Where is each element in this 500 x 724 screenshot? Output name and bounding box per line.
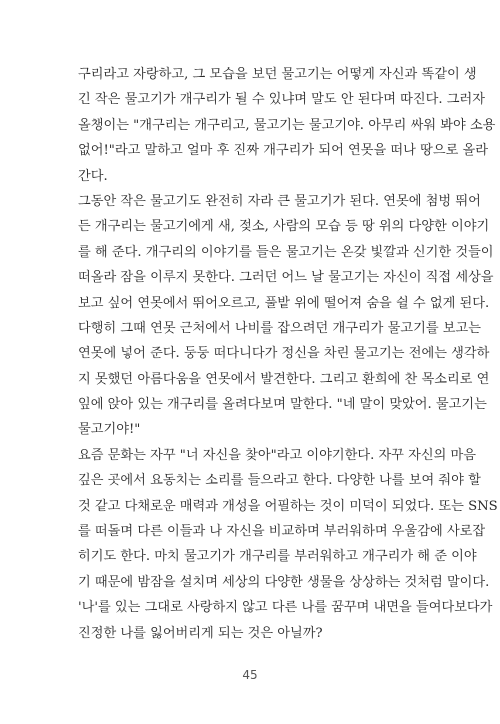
text-line: 올챙이는 "개구리는 개구리고, 물고기는 물고기야. 아무리 싸워 봐야 소용 [78, 117, 496, 133]
text-line: 다행히 그때 연못 근처에서 나비를 잡으려던 개구리가 물고기를 보고는 [78, 320, 481, 336]
text-line: 깊은 곳에서 요동치는 소리를 들으라고 한다. 다양한 나를 보여 줘야 할 [78, 473, 481, 489]
text-line: 잎에 앉아 있는 개구리를 올려다보며 말한다. "네 말이 맞았어. 물고기는 [78, 397, 487, 413]
text-line: 든 개구리는 물고기에게 새, 젖소, 사람의 모습 등 땅 위의 다양한 이야기 [78, 219, 490, 235]
text-line: 연못에 넣어 준다. 둥둥 떠다니다가 정신을 차린 물고기는 전에는 생각하 [78, 346, 490, 362]
text-line: 기 때문에 밤잠을 설치며 세상의 다양한 생물을 상상하는 것처럼 말이다. [78, 574, 490, 590]
text-line: 물고기야!" [78, 422, 141, 438]
text-line: 것 같고 다채로운 매력과 개성을 어필하는 것이 미덕이 되었다. 또는 SNS [78, 498, 498, 514]
text-line: 요즘 문화는 자꾸 "너 자신을 찾아"라고 이야기한다. 자꾸 자신의 마음 [78, 447, 477, 463]
text-line: 떠올라 잠을 이루지 못한다. 그러던 어느 날 물고기는 자신이 직접 세상을 [78, 270, 494, 286]
text-line: 없어!"라고 말하고 얼마 후 진짜 개구리가 되어 연못을 떠나 땅으로 올라 [78, 143, 488, 159]
text-line: 보고 싶어 연못에서 뛰어오르고, 풀밭 위에 떨어져 숨을 쉴 수 없게 된다. [78, 295, 490, 311]
text-line: 를 떠돌며 다른 이들과 나 자신을 비교하며 부러워하며 우울감에 사로잡 [78, 524, 486, 540]
text-line: 히기도 한다. 마치 물고기가 개구리를 부러워하고 개구리가 해 준 이야 [78, 549, 477, 565]
text-line: '나'를 있는 그대로 사랑하지 않고 다른 나를 꿈꾸며 내면을 들여다보다가 [78, 600, 493, 616]
page-number: 45 [242, 668, 258, 682]
text-line: 진정한 나를 잃어버리게 되는 것은 아닐까? [78, 625, 323, 641]
text-line: 구리라고 자랑하고, 그 모습을 보던 물고기는 어떻게 자신과 똑같이 생 [78, 67, 477, 82]
text-line: 를 해 준다. 개구리의 이야기를 들은 물고기는 온갖 빛깔과 신기한 것들이 [78, 244, 494, 260]
body-text [78, 62, 498, 646]
text-line: 간다. [78, 168, 108, 184]
text-line: 그동안 작은 물고기도 완전히 자라 큰 물고기가 된다. 연못에 첨벙 뛰어 [78, 193, 481, 209]
text-line: 긴 작은 물고기가 개구리가 될 수 있냐며 말도 안 된다며 따진다. 그러자 [78, 92, 485, 108]
text-line: 지 못했던 아름다움을 연못에서 발견한다. 그리고 환희에 찬 목소리로 연 [78, 371, 490, 387]
